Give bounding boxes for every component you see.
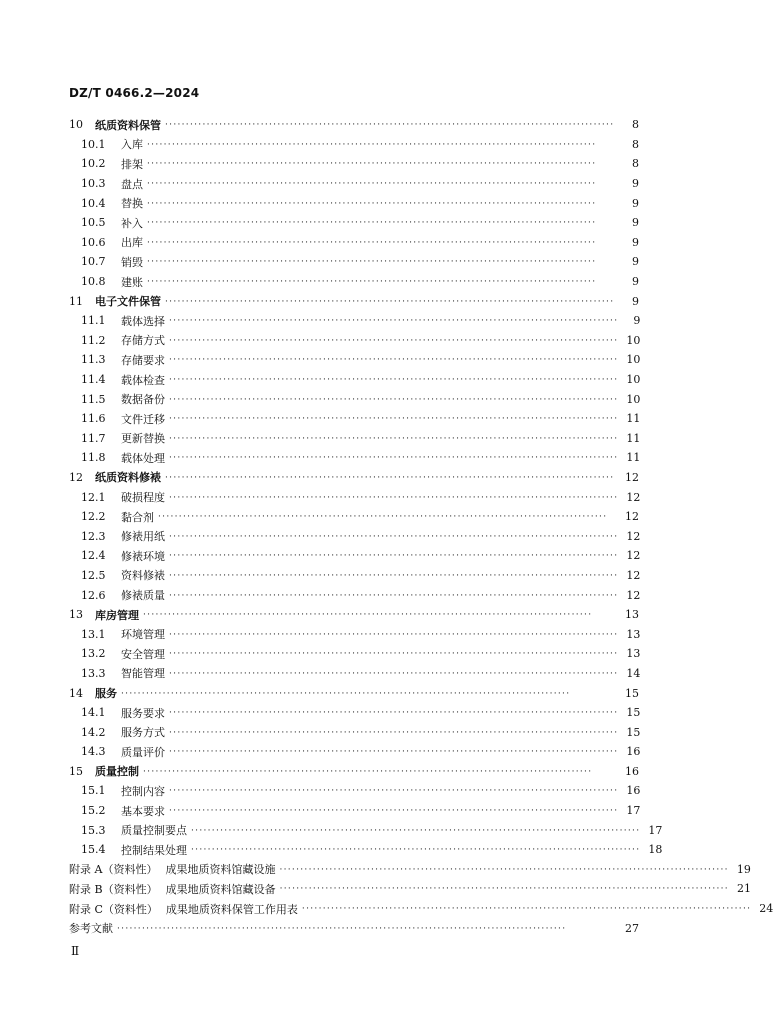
toc-entry-title: 黏合剂 <box>121 510 154 524</box>
toc-entry-title: 纸质资料修裱 <box>95 471 161 485</box>
toc-entry-page: 9 <box>632 235 639 249</box>
toc-entry-title: 盘点 <box>121 177 143 191</box>
toc-leader-dots: ············································································································ <box>147 277 597 288</box>
toc-entry-page: 10 <box>626 353 641 367</box>
toc-entry-page: 8 <box>632 157 639 171</box>
toc-entry-title: 服务方式 <box>121 726 165 740</box>
toc-entry-title: 智能管理 <box>121 667 165 681</box>
toc-leader-dots: ············································································································ <box>169 786 619 797</box>
toc-entry-number: 15.4 <box>81 843 106 857</box>
toc-entry-number: 10.8 <box>81 275 106 289</box>
toc-entry[interactable] <box>69 879 751 899</box>
toc-entry-title: 修裱环境 <box>121 549 165 563</box>
toc-entry-number: 11.4 <box>81 373 106 387</box>
toc-entry-title: 安全管理 <box>121 647 165 661</box>
toc-entry-page: 13 <box>625 608 639 622</box>
toc-leader-dots: ············································································································ <box>169 375 619 386</box>
toc-entry-number: 14 <box>69 686 83 700</box>
toc-leader-dots: ············································································································ <box>165 120 615 131</box>
toc-entry-number: 12.4 <box>81 549 106 563</box>
toc-entry-number: 13.2 <box>81 647 106 661</box>
toc-entry-page: 11 <box>626 431 641 445</box>
toc-entry-title: 环境管理 <box>121 628 165 642</box>
toc-entry-title: 电子文件保管 <box>95 295 161 309</box>
toc-entry-number: 11.5 <box>81 392 106 406</box>
toc-entry-title: 控制结果处理 <box>121 843 187 857</box>
toc-entry-page: 16 <box>626 745 641 759</box>
toc-entry-number: 14.1 <box>81 706 106 720</box>
toc-entry-title: 补入 <box>121 216 143 230</box>
toc-entry-page: 16 <box>626 784 641 798</box>
toc-entry-page: 13 <box>626 647 641 661</box>
toc-leader-dots: ············································································································ <box>169 747 619 758</box>
toc-leader-dots: ············································································································ <box>169 668 619 679</box>
toc-entry-title: 载体选择 <box>121 314 165 328</box>
toc-entry-number: 14.2 <box>81 725 106 739</box>
toc-entry-page: 14 <box>626 666 641 680</box>
toc-entry-number: 10.1 <box>81 137 106 151</box>
toc-entry-page: 19 <box>736 862 751 876</box>
toc-entry-page: 9 <box>632 294 639 308</box>
toc-entry-number: 12.6 <box>81 588 106 602</box>
toc-entry-number: 12.2 <box>81 510 106 524</box>
toc-entry-number: 附录 A（资料性） <box>69 863 158 877</box>
toc-leader-dots: ············································································································ <box>169 433 619 444</box>
toc-entry-number: 附录 B（资料性） <box>69 882 158 896</box>
toc-entry[interactable] <box>69 370 639 390</box>
toc-leader-dots: ············································································································ <box>301 904 752 915</box>
toc-entry-page: 15 <box>625 686 639 700</box>
toc-leader-dots: ············································································································ <box>279 884 729 895</box>
toc-entry[interactable] <box>69 154 639 174</box>
toc-entry-page: 8 <box>632 118 639 132</box>
toc-entry[interactable] <box>69 135 639 155</box>
toc-entry-number: 12.1 <box>81 490 106 504</box>
toc-leader-dots: ············································································································ <box>169 727 619 738</box>
toc-entry-title: 服务要求 <box>121 706 165 720</box>
toc-entry-number: 11 <box>69 294 83 308</box>
toc-leader-dots: ············································································································ <box>169 316 619 327</box>
toc-entry[interactable] <box>69 683 639 703</box>
toc-entry-page: 8 <box>632 137 639 151</box>
toc-entry[interactable] <box>69 918 639 938</box>
toc-entry[interactable] <box>69 762 639 782</box>
toc-entry-page: 9 <box>632 216 639 230</box>
table-of-contents <box>69 115 773 938</box>
toc-entry-page: 12 <box>625 510 639 524</box>
toc-leader-dots: ············································································································ <box>117 923 567 934</box>
toc-leader-dots: ············································································································ <box>147 218 597 229</box>
toc-entry-title: 控制内容 <box>121 784 165 798</box>
toc-entry-title: 成果地质资料保管工作用表 <box>165 902 298 916</box>
toc-entry[interactable] <box>69 252 639 272</box>
toc-entry-page: 12 <box>626 568 641 582</box>
toc-entry[interactable] <box>69 115 639 135</box>
toc-entry[interactable] <box>69 350 639 370</box>
toc-leader-dots: ············································································································ <box>147 237 597 248</box>
toc-leader-dots: ············································································································ <box>169 531 619 542</box>
toc-entry-number: 10.7 <box>81 255 106 269</box>
toc-leader-dots: ············································································································ <box>169 414 619 425</box>
toc-leader-dots: ············································································································ <box>121 688 571 699</box>
toc-entry[interactable] <box>69 860 751 880</box>
toc-leader-dots: ············································································································ <box>143 610 593 621</box>
toc-leader-dots: ············································································································ <box>169 570 619 581</box>
toc-entry[interactable] <box>69 644 639 664</box>
toc-entry[interactable] <box>69 566 639 586</box>
toc-entry-title: 质量控制要点 <box>121 824 187 838</box>
toc-entry-number: 13.3 <box>81 666 106 680</box>
toc-entry-number: 12 <box>69 470 83 484</box>
toc-entry-title: 质量评价 <box>121 745 165 759</box>
page-number: Ⅱ <box>71 944 80 958</box>
toc-entry-number: 12.5 <box>81 568 106 582</box>
toc-leader-dots: ············································································································ <box>169 649 619 660</box>
toc-entry[interactable] <box>69 820 663 840</box>
toc-entry-title: 排架 <box>121 157 143 171</box>
toc-entry-number: 11.1 <box>81 314 106 328</box>
toc-entry-title: 数据备份 <box>121 393 165 407</box>
toc-entry[interactable] <box>69 703 639 723</box>
toc-entry-page: 11 <box>626 412 641 426</box>
toc-entry[interactable] <box>69 311 639 331</box>
toc-leader-dots: ············································································································ <box>169 453 619 464</box>
toc-entry-number: 15.2 <box>81 804 106 818</box>
toc-entry-title: 销毁 <box>121 255 143 269</box>
toc-entry-page: 21 <box>736 882 751 896</box>
toc-entry[interactable] <box>69 193 639 213</box>
toc-entry-number: 10.2 <box>81 157 106 171</box>
toc-entry-number: 15.1 <box>81 784 106 798</box>
toc-entry-page: 15 <box>626 725 641 739</box>
toc-entry[interactable] <box>69 742 639 762</box>
toc-entry[interactable] <box>69 213 639 233</box>
toc-entry-number: 13 <box>69 608 83 622</box>
toc-entry-title: 替换 <box>121 197 143 211</box>
toc-entry[interactable] <box>69 507 639 527</box>
toc-entry-page: 13 <box>626 627 641 641</box>
toc-entry-page: 9 <box>632 255 639 269</box>
toc-leader-dots: ············································································································ <box>147 179 597 190</box>
toc-entry-page: 15 <box>626 706 641 720</box>
toc-entry-page: 10 <box>626 373 641 387</box>
toc-entry-number: 11.6 <box>81 412 106 426</box>
toc-entry-title: 成果地质资料馆藏设备 <box>165 882 276 896</box>
toc-entry-page: 12 <box>626 490 641 504</box>
toc-entry[interactable] <box>69 899 773 919</box>
toc-entry-title: 成果地质资料馆藏设施 <box>165 863 276 877</box>
toc-entry-title: 参考文献 <box>69 922 113 936</box>
toc-leader-dots: ············································································································ <box>169 590 619 601</box>
toc-entry-page: 9 <box>632 196 639 210</box>
toc-entry-number: 10.6 <box>81 235 106 249</box>
toc-entry-title: 破损程度 <box>121 491 165 505</box>
toc-entry-page: 10 <box>626 333 641 347</box>
toc-entry-title: 文件迁移 <box>121 412 165 426</box>
toc-entry[interactable] <box>69 781 639 801</box>
toc-entry-page: 11 <box>626 451 641 465</box>
toc-leader-dots: ············································································································ <box>147 139 597 150</box>
toc-entry-page: 12 <box>626 529 641 543</box>
toc-entry-title: 更新替换 <box>121 432 165 446</box>
toc-entry[interactable] <box>69 291 639 311</box>
toc-leader-dots: ············································································································ <box>147 198 597 209</box>
toc-entry-title: 存储要求 <box>121 353 165 367</box>
toc-entry-title: 库房管理 <box>95 608 139 622</box>
toc-entry[interactable] <box>69 468 639 488</box>
toc-entry[interactable] <box>69 840 663 860</box>
toc-entry-number: 10.5 <box>81 216 106 230</box>
toc-entry[interactable] <box>69 174 639 194</box>
toc-entry-title: 修裱用纸 <box>121 530 165 544</box>
toc-entry[interactable] <box>69 233 639 253</box>
toc-entry-page: 16 <box>625 764 639 778</box>
toc-leader-dots: ············································································································ <box>143 766 593 777</box>
toc-entry-title: 资料修裱 <box>121 569 165 583</box>
toc-entry[interactable] <box>69 409 639 429</box>
toc-leader-dots: ············································································································ <box>147 159 597 170</box>
toc-entry[interactable] <box>69 801 639 821</box>
toc-entry[interactable] <box>69 331 639 351</box>
toc-entry-title: 入库 <box>121 138 143 152</box>
toc-entry-number: 12.3 <box>81 529 106 543</box>
toc-entry-title: 存储方式 <box>121 334 165 348</box>
toc-entry[interactable] <box>69 624 639 644</box>
toc-entry-number: 15.3 <box>81 823 106 837</box>
toc-entry-page: 18 <box>648 843 663 857</box>
toc-leader-dots: ············································································································ <box>191 845 641 856</box>
toc-leader-dots: ············································································································ <box>169 394 619 405</box>
toc-entry[interactable] <box>69 272 639 292</box>
toc-leader-dots: ············································································································ <box>169 355 619 366</box>
toc-leader-dots: ············································································································ <box>191 825 641 836</box>
toc-entry-page: 12 <box>626 549 641 563</box>
toc-leader-dots: ············································································································ <box>147 257 597 268</box>
toc-entry-number: 附录 C（资料性） <box>69 902 158 916</box>
toc-entry[interactable] <box>69 487 639 507</box>
toc-entry-number: 11.7 <box>81 431 106 445</box>
toc-entry-page: 9 <box>632 275 639 289</box>
toc-entry-number: 10 <box>69 118 83 132</box>
toc-entry-page: 10 <box>626 392 641 406</box>
toc-leader-dots: ············································································································ <box>169 551 619 562</box>
toc-entry[interactable] <box>69 389 639 409</box>
toc-entry[interactable] <box>69 585 639 605</box>
toc-entry-title: 建账 <box>121 275 143 289</box>
toc-leader-dots: ············································································································ <box>165 472 615 483</box>
toc-entry-title: 基本要求 <box>121 804 165 818</box>
toc-entry-page: 12 <box>626 588 641 602</box>
toc-entry-number: 11.3 <box>81 353 106 367</box>
toc-entry-title: 载体处理 <box>121 451 165 465</box>
toc-entry-title: 载体检查 <box>121 373 165 387</box>
toc-entry-title: 质量控制 <box>95 765 139 779</box>
toc-entry-page: 17 <box>648 823 663 837</box>
toc-leader-dots: ············································································································ <box>279 864 729 875</box>
toc-entry-page: 17 <box>626 804 641 818</box>
toc-entry-number: 13.1 <box>81 627 106 641</box>
toc-entry[interactable] <box>69 448 639 468</box>
toc-entry-title: 修裱质量 <box>121 589 165 603</box>
toc-entry-number: 10.3 <box>81 177 106 191</box>
toc-entry-number: 11.2 <box>81 333 106 347</box>
toc-entry[interactable] <box>69 722 639 742</box>
toc-entry-title: 纸质资料保管 <box>95 118 161 132</box>
toc-entry-page: 9 <box>632 177 639 191</box>
toc-entry[interactable] <box>69 546 639 566</box>
toc-entry-number: 15 <box>69 764 83 778</box>
toc-leader-dots: ············································································································ <box>169 629 619 640</box>
toc-leader-dots: ············································································································ <box>158 512 608 523</box>
toc-entry[interactable] <box>69 664 639 684</box>
toc-entry-page: 9 <box>633 314 641 328</box>
toc-leader-dots: ············································································································ <box>169 708 619 719</box>
toc-entry-page: 24 <box>759 902 773 916</box>
toc-entry-number: 11.8 <box>81 451 106 465</box>
toc-entry-title: 出库 <box>121 236 143 250</box>
toc-leader-dots: ············································································································ <box>169 335 619 346</box>
toc-leader-dots: ············································································································ <box>169 492 619 503</box>
toc-entry[interactable] <box>69 605 639 625</box>
toc-leader-dots: ············································································································ <box>169 806 619 817</box>
toc-entry[interactable] <box>69 429 639 449</box>
standard-id: DZ/T 0466.2—2024 <box>69 86 200 100</box>
toc-entry-page: 12 <box>625 470 639 484</box>
toc-entry[interactable] <box>69 526 639 546</box>
toc-entry-number: 10.4 <box>81 196 106 210</box>
toc-leader-dots: ············································································································ <box>165 296 615 307</box>
toc-entry-number: 14.3 <box>81 745 106 759</box>
toc-entry-title: 服务 <box>95 687 117 701</box>
toc-entry-page: 27 <box>625 921 639 935</box>
